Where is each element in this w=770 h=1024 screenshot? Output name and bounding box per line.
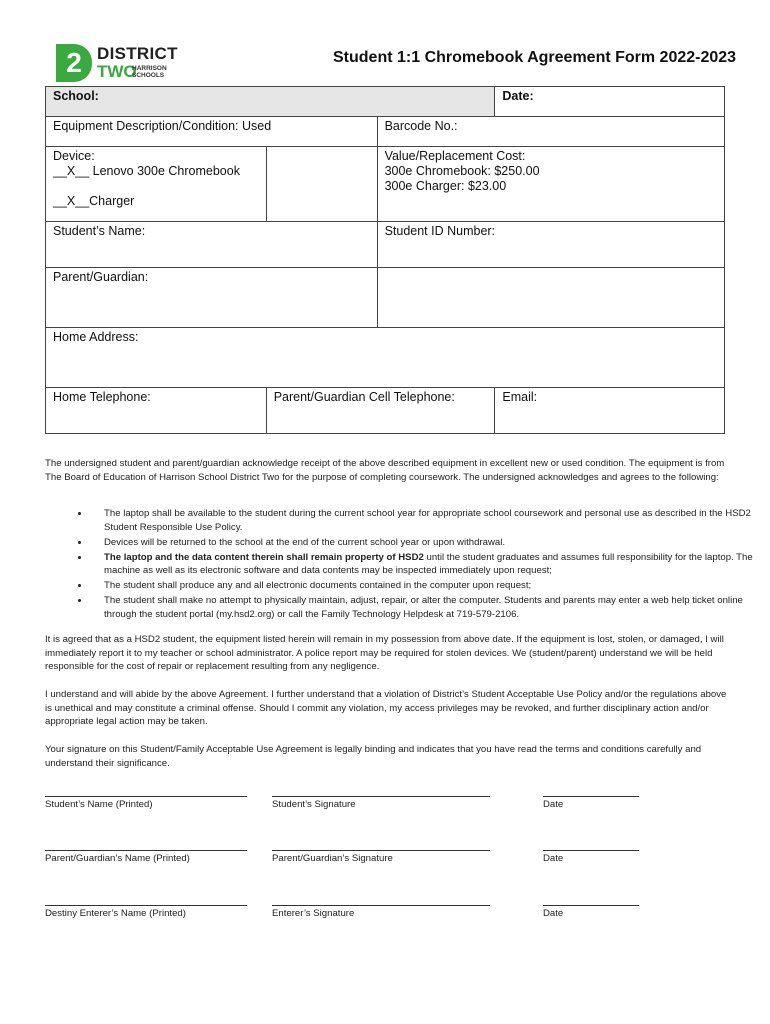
value-label: Value/Replacement Cost: <box>384 149 526 163</box>
value-chromebook: 300e Chromebook: $250.00 <box>384 164 540 178</box>
intro-paragraph: The undersigned student and parent/guardian acknowledge receipt of the above described equipment in excellent new or used condition. The equipment is from The Board of Education of Harrison School District Two for the purpose of completing coursework. The undersigned acknowledges and agrees to the following: <box>45 458 725 483</box>
parent-cell-label: Parent/Guardian Cell Telephone: <box>273 390 455 404</box>
email-field[interactable] <box>495 388 725 434</box>
enterer-name-line[interactable] <box>45 905 247 906</box>
date-label: Date <box>543 799 564 810</box>
device-item-chromebook: __X__ Lenovo 300e Chromebook <box>53 164 240 178</box>
term-item: • The student shall produce any and all electronic documents contained in the computer upon request; <box>90 579 770 593</box>
logo-line3: HARRISON SCHOOLS <box>132 65 167 79</box>
parent-guardian-field[interactable] <box>46 268 378 328</box>
value-cell <box>377 147 724 222</box>
date-label: Date <box>543 853 564 864</box>
abide-paragraph: I understand and will abide by the above Agreement. I further understand that a violation of District’s Student Acceptable Use Policy and/or the regulations above is unethical and may constitute a criminal offense. Should I commit any violation, my access privileges may be revoked, and further disciplinary action and/or appropriate legal action may be taken. <box>45 689 727 727</box>
term-item: • Devices will be returned to the school at the end of the current school year or upon withdrawal. <box>90 536 770 550</box>
value-charger: 300e Charger: $23.00 <box>384 179 507 193</box>
term-item: • The laptop shall be available to the student during the current school year for appropriate school coursework and personal use as described in the HSD2 Student Responsible Use Policy. <box>90 507 770 534</box>
student-signature-label: Student’s Signature <box>272 799 356 810</box>
school-label: School: <box>53 89 99 103</box>
equipment-cell <box>46 117 378 147</box>
parent-name-printed-label: Parent/Guardian’s Name (Printed) <box>45 853 190 864</box>
device-blank-cell <box>266 147 377 222</box>
equipment-label: Equipment Description/Condition: Used <box>53 119 272 133</box>
parent-guardian-label: Parent/Guardian: <box>53 270 149 284</box>
device-label: Device: <box>53 149 95 163</box>
barcode-label: Barcode No.: <box>384 119 458 133</box>
term-item: • The student shall make no attempt to physically maintain, adjust, repair, or alter the computer. Students and parents may enter a web help ticket online through the student portal (my.hsd2.org) or call the Family Technology Helpdesk at 719-579-2106. <box>90 594 770 621</box>
signature-notice-paragraph: Your signature on this Student/Family Acceptable Use Agreement is legally binding and indicates that you have read the terms and conditions carefully and understand their significance. <box>45 744 702 769</box>
student-id-label: Student ID Number: <box>384 224 496 238</box>
logo-mark: 2 <box>56 44 92 82</box>
term-item: • The laptop and the data content therein shall remain property of HSD2 until the student graduates and assumes full responsibility for the laptop. The machine as well as its electronic software and data contents may be inspected immediately upon request; <box>90 551 770 578</box>
district-logo <box>56 44 178 84</box>
parent-name-line[interactable] <box>45 850 247 851</box>
enterer-name-printed-label: Destiny Enterer’s Name (Printed) <box>45 908 186 919</box>
parent-cell-field[interactable] <box>266 388 495 434</box>
responsibility-paragraph: It is agreed that as a HSD2 student, the equipment listed herein will remain in my possession from above date. If the equipment is lost, stolen, or damaged, I will immediately report it to my teacher or school administrator. A police report may be required for stolen devices. We (student/parent) understand we will be held responsible for the cost of repair or replacement resulting from any negligence. <box>45 634 724 672</box>
parent-signature-label: Parent/Guardian’s Signature <box>272 853 393 864</box>
date-label: Date <box>543 908 564 919</box>
student-signature-line[interactable] <box>272 796 490 797</box>
enterer-signature-line[interactable] <box>272 905 490 906</box>
parent-signature-line[interactable] <box>272 850 490 851</box>
agreement-terms-list <box>45 507 770 623</box>
student-name-field[interactable] <box>46 222 378 268</box>
device-cell <box>46 147 267 222</box>
parent-guardian-blank[interactable] <box>377 268 724 328</box>
date-field[interactable] <box>495 87 725 117</box>
date-label: Date: <box>502 89 534 103</box>
logo-line2: TWO <box>97 62 137 81</box>
student-name-label: Student’s Name: <box>53 224 146 238</box>
student-date-line[interactable] <box>543 796 639 797</box>
parent-date-line[interactable] <box>543 850 639 851</box>
device-item-charger: __X__Charger <box>53 194 135 208</box>
email-label: Email: <box>502 390 538 404</box>
enterer-date-line[interactable] <box>543 905 639 906</box>
student-name-line[interactable] <box>45 796 247 797</box>
student-name-printed-label: Student’s Name (Printed) <box>45 799 153 810</box>
home-address-label: Home Address: <box>53 330 139 344</box>
home-telephone-label: Home Telephone: <box>53 390 151 404</box>
student-id-field[interactable] <box>377 222 724 268</box>
barcode-field[interactable] <box>377 117 724 147</box>
home-telephone-field[interactable] <box>46 388 267 434</box>
agreement-form-table <box>45 86 725 434</box>
page-title: Student 1:1 Chromebook Agreement Form 2022-2023 <box>333 49 737 66</box>
enterer-signature-label: Enterer’s Signature <box>272 908 355 919</box>
school-field[interactable] <box>46 87 495 117</box>
home-address-field[interactable] <box>46 328 725 388</box>
logo-line1: DISTRICT <box>97 44 178 63</box>
